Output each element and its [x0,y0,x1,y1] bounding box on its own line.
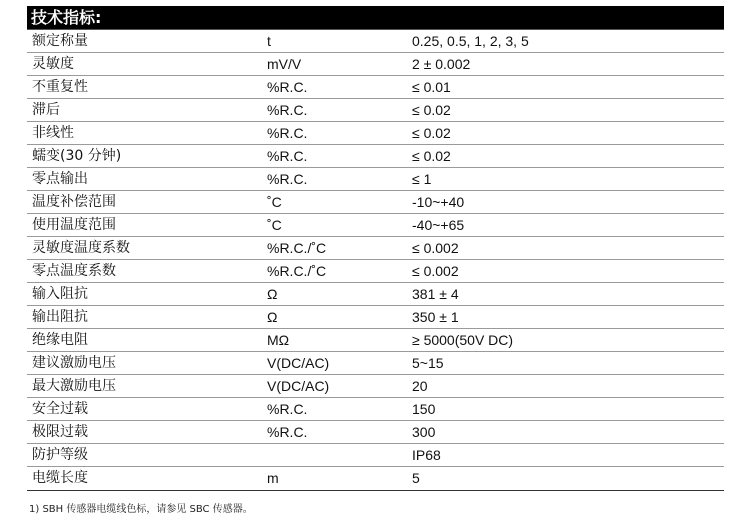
spec-unit: %R.C./˚C [267,263,327,279]
spec-row [27,467,724,490]
spec-row [27,329,724,352]
spec-value: ≤ 0.002 [412,263,459,279]
spec-row [27,352,724,375]
spec-value: 381 ± 4 [412,286,459,302]
spec-name: 建议激励电压 [32,355,116,371]
spec-value: 0.25, 0.5, 1, 2, 3, 5 [412,33,529,49]
spec-row [27,122,724,145]
spec-name: 不重复性 [32,79,88,95]
spec-unit: %R.C. [267,171,308,187]
spec-value: ≤ 0.02 [412,148,451,164]
spec-unit: %R.C./˚C [267,240,327,256]
spec-table [27,29,724,491]
spec-name: 非线性 [32,125,74,141]
spec-value: ≥ 5000(50V DC) [412,332,514,348]
spec-unit: MΩ [267,332,290,348]
spec-row [27,375,724,398]
spec-unit: ˚C [267,194,282,210]
spec-name: 蠕变(30 分钟) [32,148,122,164]
spec-name: 输入阻抗 [32,286,88,302]
spec-unit [267,444,412,466]
spec-row [27,53,724,76]
spec-unit: m [267,470,279,486]
spec-value: 20 [412,378,428,394]
spec-value: ≤ 1 [412,171,432,187]
spec-value: ≤ 0.02 [412,125,451,141]
spec-value: ≤ 0.01 [412,79,451,95]
spec-row [27,76,724,99]
spec-value: -10~+40 [412,194,465,210]
spec-row [27,214,724,237]
spec-unit: %R.C. [267,424,308,440]
spec-unit: t [267,33,271,49]
spec-name: 安全过载 [32,401,88,417]
spec-name: 滞后 [32,102,60,118]
spec-row [27,260,724,283]
spec-unit: %R.C. [267,401,308,417]
spec-value: IP68 [412,447,441,463]
spec-value: -40~+65 [412,217,465,233]
spec-value: 5~15 [412,355,444,371]
spec-row [27,191,724,214]
spec-name: 输出阻抗 [32,309,88,325]
spec-unit: V(DC/AC) [267,378,330,394]
spec-row [27,168,724,191]
section-title: 技术指标: [27,6,724,29]
spec-row [27,99,724,122]
spec-value: 150 [412,401,436,417]
spec-name: 温度补偿范围 [32,194,116,210]
spec-name: 使用温度范围 [32,217,116,233]
spec-unit: V(DC/AC) [267,355,330,371]
spec-unit: %R.C. [267,125,308,141]
spec-name: 灵敏度温度系数 [32,240,130,256]
spec-name: 防护等级 [32,447,88,463]
spec-row [27,237,724,260]
spec-unit: %R.C. [267,148,308,164]
spec-unit: %R.C. [267,79,308,95]
spec-row [27,444,724,467]
spec-unit: mV/V [267,56,302,72]
spec-row [27,283,724,306]
spec-name: 绝缘电阻 [32,332,88,348]
spec-name: 灵敏度 [32,56,74,72]
spec-row [27,421,724,444]
spec-name: 电缆长度 [32,470,88,486]
spec-unit: Ω [267,286,278,302]
spec-value: 300 [412,424,436,440]
spec-sheet [27,6,724,491]
spec-unit: %R.C. [267,102,308,118]
spec-name: 零点温度系数 [32,263,116,279]
spec-value: 350 ± 1 [412,309,459,325]
spec-unit: Ω [267,309,278,325]
spec-name: 零点输出 [32,171,88,187]
spec-value: ≤ 0.02 [412,102,451,118]
spec-value: 2 ± 0.002 [412,56,471,72]
spec-unit: ˚C [267,217,282,233]
footnote: 1) SBH 传感器电缆线色标，请参见 SBC 传感器。 [29,504,253,515]
spec-name: 最大激励电压 [32,378,116,394]
spec-value: 5 [412,470,420,486]
spec-value: ≤ 0.002 [412,240,459,256]
spec-name: 额定称量 [32,33,88,49]
spec-row [27,306,724,329]
spec-row [27,30,724,53]
spec-name: 极限过载 [32,424,88,440]
spec-row [27,398,724,421]
spec-row [27,145,724,168]
